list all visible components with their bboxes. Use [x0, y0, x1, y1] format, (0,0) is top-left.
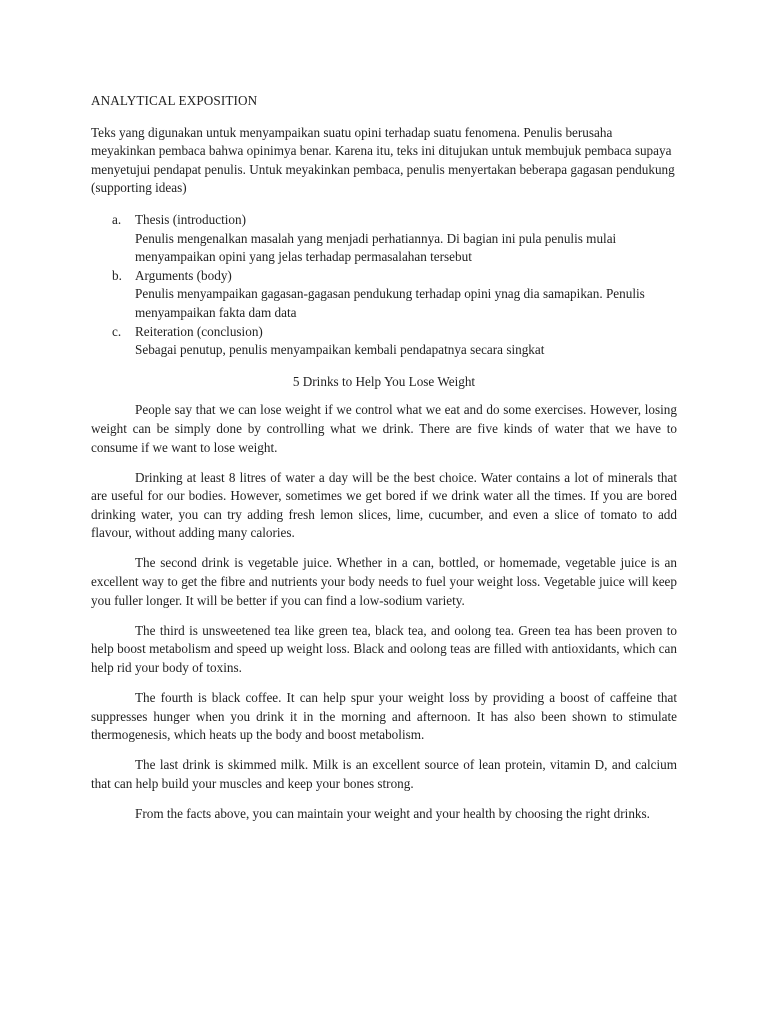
list-item-reiteration	[91, 323, 677, 360]
list-item-label: Arguments (body)	[135, 267, 232, 283]
example-paragraph: The third is unsweetened tea like green tea, black tea, and oolong tea. Green tea has been proven to help boost metabolism and speed up weight loss. Black and oolong teas are filled with antioxidants, which can help rid your body of toxins.	[91, 622, 677, 675]
list-item-label: Thesis (introduction)	[135, 211, 246, 227]
example-paragraph: Drinking at least 8 litres of water a day will be the best choice. Water contains a lot of minerals that are useful for our bodies. However, sometimes we get bored if we drink water all the times. If you are bored drinking water, you can try adding fresh lemon slices, lime, cucumber, and even a slice of tomato to add flavour, without adding many calories.	[91, 469, 677, 541]
list-item-description: Penulis menyampaikan gagasan-gagasan pendukung terhadap opini ynag dia samapikan. Penulis menyampaikan fakta dam data	[135, 286, 645, 320]
list-marker: a.	[112, 211, 122, 227]
list-item-description: Penulis mengenalkan masalah yang menjadi perhatiannya. Di bagian ini pula penulis mulai menyampaikan opini yang jelas terhadap permasalahan tersebut	[135, 230, 617, 265]
list-item-label: Reiteration (conclusion)	[135, 323, 263, 339]
list-item-description: Sebagai penutup, penulis menyampaikan kembali pendapatnya secara singkat	[135, 342, 545, 358]
example-paragraph: From the facts above, you can maintain your weight and your health by choosing the right drinks.	[135, 806, 650, 821]
list-marker: b.	[112, 267, 122, 283]
document-page	[91, 92, 677, 835]
document-heading: ANALYTICAL EXPOSITION	[91, 93, 258, 108]
example-paragraph: People say that we can lose weight if we control what we eat and do some exercises. However, losing weight can be simply done by controlling what we drink. There are five kinds of water that we have to consume if we want to lose weight.	[91, 402, 677, 455]
example-title: 5 Drinks to Help You Lose Weight	[292, 373, 476, 389]
example-paragraph: The fourth is black coffee. It can help spur your weight loss by providing a boost of caffeine that suppresses hunger when you drink it in the morning and afternoon. It has also been shown to stimulate thermogenesis, which heats up the body and boost metabolism.	[91, 690, 677, 743]
list-item-arguments	[91, 267, 677, 323]
list-marker: c.	[112, 323, 122, 339]
list-item-thesis	[91, 211, 677, 267]
intro-paragraph: Teks yang digunakan untuk menyampaikan suatu opini terhadap suatu fenomena. Penulis berusaha meyakinkan pembaca bahwa opinimya benar. Karena itu, teks ini ditujukan untuk membujuk pembaca supaya menyetujui pendapat penulis. Untuk meyakinkan pembaca, penulis menyertakan beberapa gagasan pendukung (supporting ideas)	[91, 124, 675, 196]
structure-list	[91, 211, 677, 360]
example-paragraph: The last drink is skimmed milk. Milk is an excellent source of lean protein, vitamin D, and calcium that can help build your muscles and keep your bones strong.	[91, 757, 677, 791]
example-paragraph: The second drink is vegetable juice. Whether in a can, bottled, or homemade, vegetable juice is an excellent way to get the fibre and nutrients your body needs to fuel your weight loss. Vegetable juice will keep you fuller longer. It will be better if you can find a low-sodium variety.	[91, 555, 677, 608]
